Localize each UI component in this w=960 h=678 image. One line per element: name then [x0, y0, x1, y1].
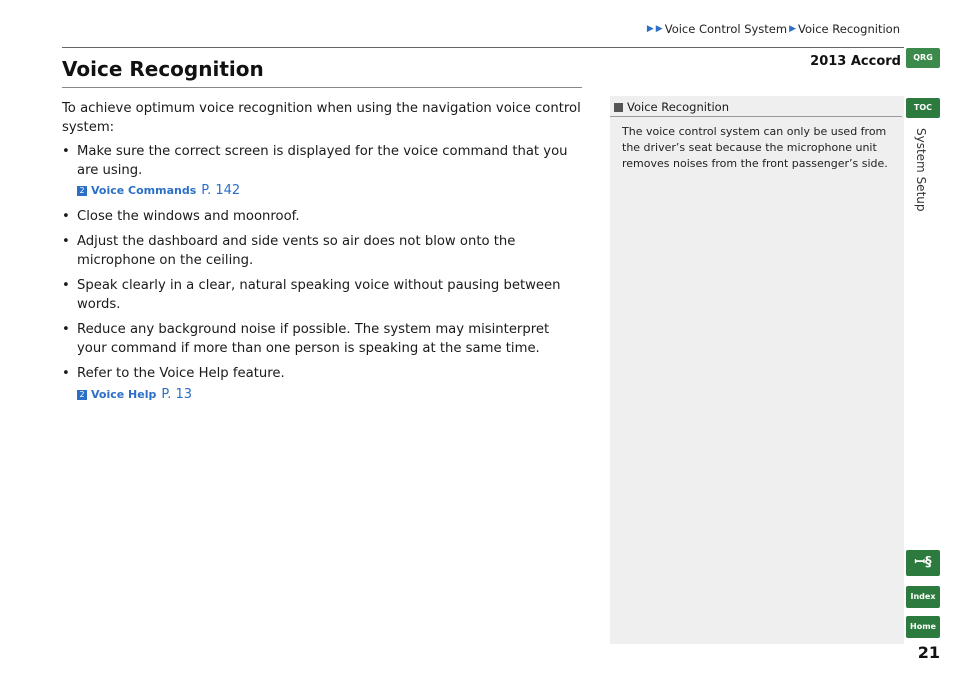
cross-reference-page[interactable]: P. 13: [161, 386, 192, 402]
sidenote-body: The voice control system can only be used from the driver’s seat because the microphone unit removes noises from the front passenger’s side.: [622, 125, 888, 170]
breadcrumb-item[interactable]: Voice Recognition: [798, 22, 900, 36]
title-underline: [62, 87, 582, 88]
cross-reference[interactable]: [77, 386, 582, 405]
list-item-text: Make sure the correct screen is displayed for the voice command that you are using.: [77, 144, 568, 178]
reference-arrow-icon: 2: [77, 390, 87, 400]
list-item: [62, 143, 582, 201]
bullet-icon: •: [62, 366, 70, 381]
list-item: [62, 321, 582, 358]
breadcrumb: [647, 22, 902, 36]
bullet-icon: •: [62, 144, 70, 159]
breadcrumb-arrow-icon: ▶: [655, 24, 663, 34]
sidenote-panel: [610, 96, 904, 644]
list-item-text: Reduce any background noise if possible. The system may misinterpret your command if more than one person is speaking at the same time.: [77, 322, 550, 356]
breadcrumb-arrow-icon: ▶: [789, 24, 797, 34]
cross-reference[interactable]: [77, 182, 582, 201]
sidenote-header: [610, 96, 902, 117]
list-item-text: Refer to the Voice Help feature.: [77, 366, 285, 381]
cross-reference-link[interactable]: Voice Commands: [91, 184, 197, 197]
list-item: [62, 277, 582, 314]
list-item-text: Adjust the dashboard and side vents so air does not blow onto the microphone on the ceiling.: [77, 234, 516, 268]
breadcrumb-arrow-icon: ▶: [646, 24, 654, 34]
list-item: [62, 233, 582, 270]
cross-reference-page[interactable]: P. 142: [201, 183, 241, 198]
voice-icon: ꟷ§: [914, 555, 932, 570]
side-navigation: [900, 0, 960, 678]
reference-arrow-icon: 2: [77, 186, 87, 196]
note-marker-icon: [614, 103, 623, 112]
list-item-text: Close the windows and moonroof.: [77, 208, 300, 224]
cross-reference-link[interactable]: Voice Help: [91, 387, 157, 401]
model-label: 2013 Accord: [810, 54, 901, 69]
bullet-icon: •: [62, 322, 70, 337]
bullet-icon: •: [62, 278, 70, 293]
qrg-tab[interactable]: QRG: [906, 48, 940, 68]
section-label: System Setup: [914, 128, 928, 212]
list-item: [62, 208, 582, 227]
home-tab[interactable]: Home: [906, 616, 940, 638]
bullet-icon: •: [62, 208, 70, 224]
breadcrumb-item[interactable]: Voice Control System: [664, 22, 788, 36]
title-rule: [62, 47, 904, 48]
page-title: Voice Recognition: [62, 57, 264, 81]
toc-tab[interactable]: TOC: [906, 98, 940, 118]
main-content: [62, 100, 582, 411]
tips-list: [62, 143, 582, 404]
bullet-icon: •: [62, 234, 70, 249]
page-number: 21: [917, 643, 940, 662]
list-item-text: Speak clearly in a clear, natural speaking voice without pausing between words.: [77, 278, 561, 312]
sidenote-title: Voice Recognition: [627, 100, 729, 114]
intro-text: To achieve optimum voice recognition when using the navigation voice control system:: [62, 101, 581, 135]
voice-command-tab[interactable]: [906, 550, 940, 576]
index-tab[interactable]: Index: [906, 586, 940, 608]
list-item: [62, 365, 582, 404]
